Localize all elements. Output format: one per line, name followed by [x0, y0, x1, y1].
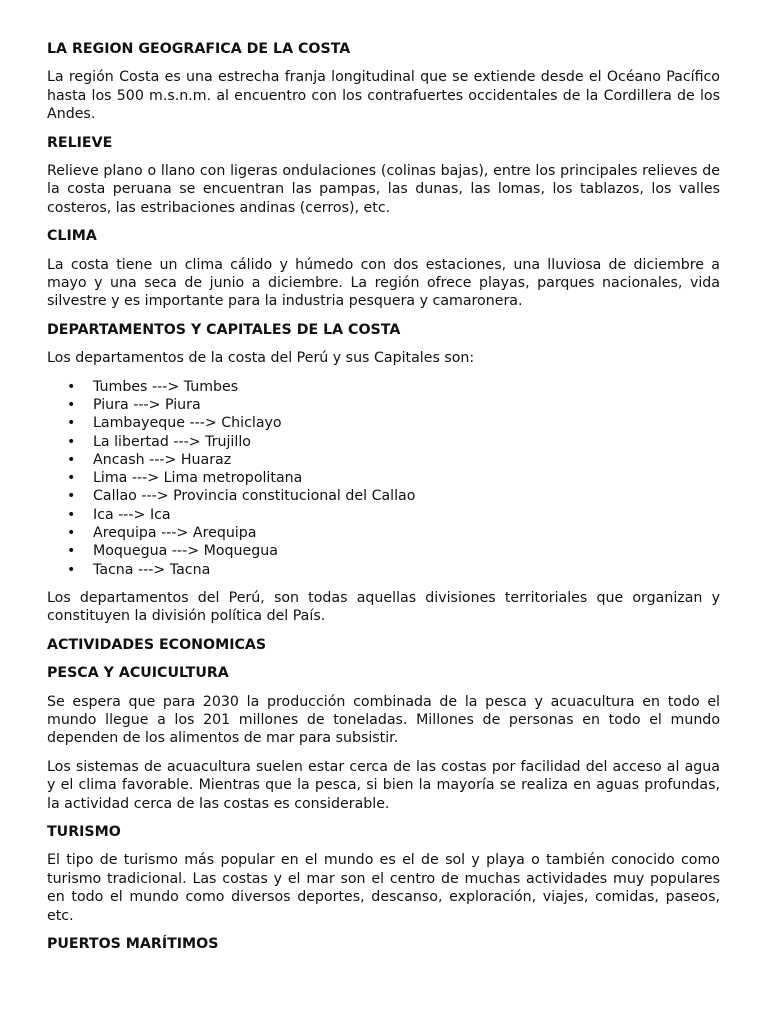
list-item: [47, 524, 720, 542]
departamentos-heading: DEPARTAMENTOS Y CAPITALES DE LA COSTA: [47, 321, 401, 338]
puertos-heading: PUERTOS MARÍTIMOS: [47, 936, 219, 953]
list-item-text: Lima ---> Lima metropolitana: [93, 470, 303, 487]
departamentos-list: [47, 378, 720, 579]
list-item: [47, 451, 720, 469]
list-item-text: Tacna ---> Tacna: [93, 561, 211, 578]
list-item: [47, 506, 720, 524]
list-item-text: Tumbes ---> Tumbes: [93, 378, 239, 395]
list-item: [47, 487, 720, 505]
list-item-text: La libertad ---> Trujillo: [93, 433, 251, 450]
actividades-heading: ACTIVIDADES ECONOMICAS: [47, 636, 267, 653]
bullet-icon: •: [67, 561, 76, 578]
list-item: [47, 469, 720, 487]
document-page: [47, 40, 720, 963]
bullet-icon: •: [67, 415, 76, 432]
list-item: [47, 396, 720, 414]
departamentos-paragraph: Los departamentos del Perú, son todas aquellas divisiones territoriales que organizan y constituyen la división política del País.: [47, 589, 720, 625]
bullet-icon: •: [67, 433, 76, 450]
relieve-paragraph: Relieve plano o llano con ligeras ondulaciones (colinas bajas), entre los principales relieves de la costa peruana se encuentran las pampas, las dunas, las lomas, los tablazos, los valles costeros, las estribaciones andinas (cerros), etc.: [47, 163, 720, 216]
clima-heading: CLIMA: [47, 228, 97, 245]
list-item: [47, 561, 720, 579]
relieve-heading: RELIEVE: [47, 134, 113, 151]
list-item-text: Moquegua ---> Moquegua: [93, 543, 278, 560]
pesca-paragraph-2: Los sistemas de acuacultura suelen estar cerca de las costas por facilidad del acceso al agua y el clima favorable. Mientras que la pesca, si bien la mayoría se realiza en aguas profundas, la actividad cerca de las costas es considerable.: [47, 758, 720, 812]
bullet-icon: •: [67, 378, 76, 395]
list-item: [47, 414, 720, 432]
bullet-icon: •: [67, 396, 76, 413]
list-item-text: Callao ---> Provincia constitucional del Callao: [93, 488, 416, 505]
bullet-icon: •: [67, 506, 76, 523]
list-item: [47, 542, 720, 560]
bullet-icon: •: [67, 488, 76, 505]
list-item: [47, 433, 720, 451]
list-item-text: Piura ---> Piura: [93, 396, 201, 413]
bullet-icon: •: [67, 451, 76, 468]
list-item: [47, 378, 720, 396]
clima-paragraph: La costa tiene un clima cálido y húmedo con dos estaciones, una lluviosa de diciembre a mayo y una seca de junio a diciembre. La región ofrece playas, parques nacionales, vida silvestre y es importante para la industria pesquera y camaronera.: [47, 256, 720, 310]
list-item-text: Ancash ---> Huaraz: [93, 451, 232, 468]
intro-paragraph: La región Costa es una estrecha franja longitudinal que se extiende desde el Océano Pacífico hasta los 500 m.s.n.m. al encuentro con los contrafuertes occidentales de la Cordillera de los Andes.: [47, 69, 720, 123]
bullet-icon: •: [67, 470, 76, 487]
bullet-icon: •: [67, 543, 76, 560]
list-item-text: Arequipa ---> Arequipa: [93, 525, 257, 542]
bullet-icon: •: [67, 525, 76, 542]
turismo-paragraph: El tipo de turismo más popular en el mundo es el de sol y playa o también conocido como turismo tradicional. Las costas y el mar son el centro de muchas actividades muy populares en todo el mundo como diversos deportes, descanso, exploración, viajes, comidas, paseos, etc.: [47, 852, 720, 924]
departamentos-intro: Los departamentos de la costa del Perú y sus Capitales son:: [47, 350, 475, 367]
pesca-paragraph-1: Se espera que para 2030 la producción combinada de la pesca y acuacultura en todo el mundo llegue a los 201 millones de toneladas. Millones de personas en todo el mundo dependen de los alimentos de mar para subsistir.: [47, 693, 720, 747]
document-title: LA REGION GEOGRAFICA DE LA COSTA: [47, 41, 351, 57]
list-item-text: Ica ---> Ica: [93, 506, 171, 523]
pesca-heading: PESCA Y ACUICULTURA: [47, 665, 229, 682]
list-item-text: Lambayeque ---> Chiclayo: [93, 415, 282, 432]
turismo-heading: TURISMO: [47, 824, 121, 841]
